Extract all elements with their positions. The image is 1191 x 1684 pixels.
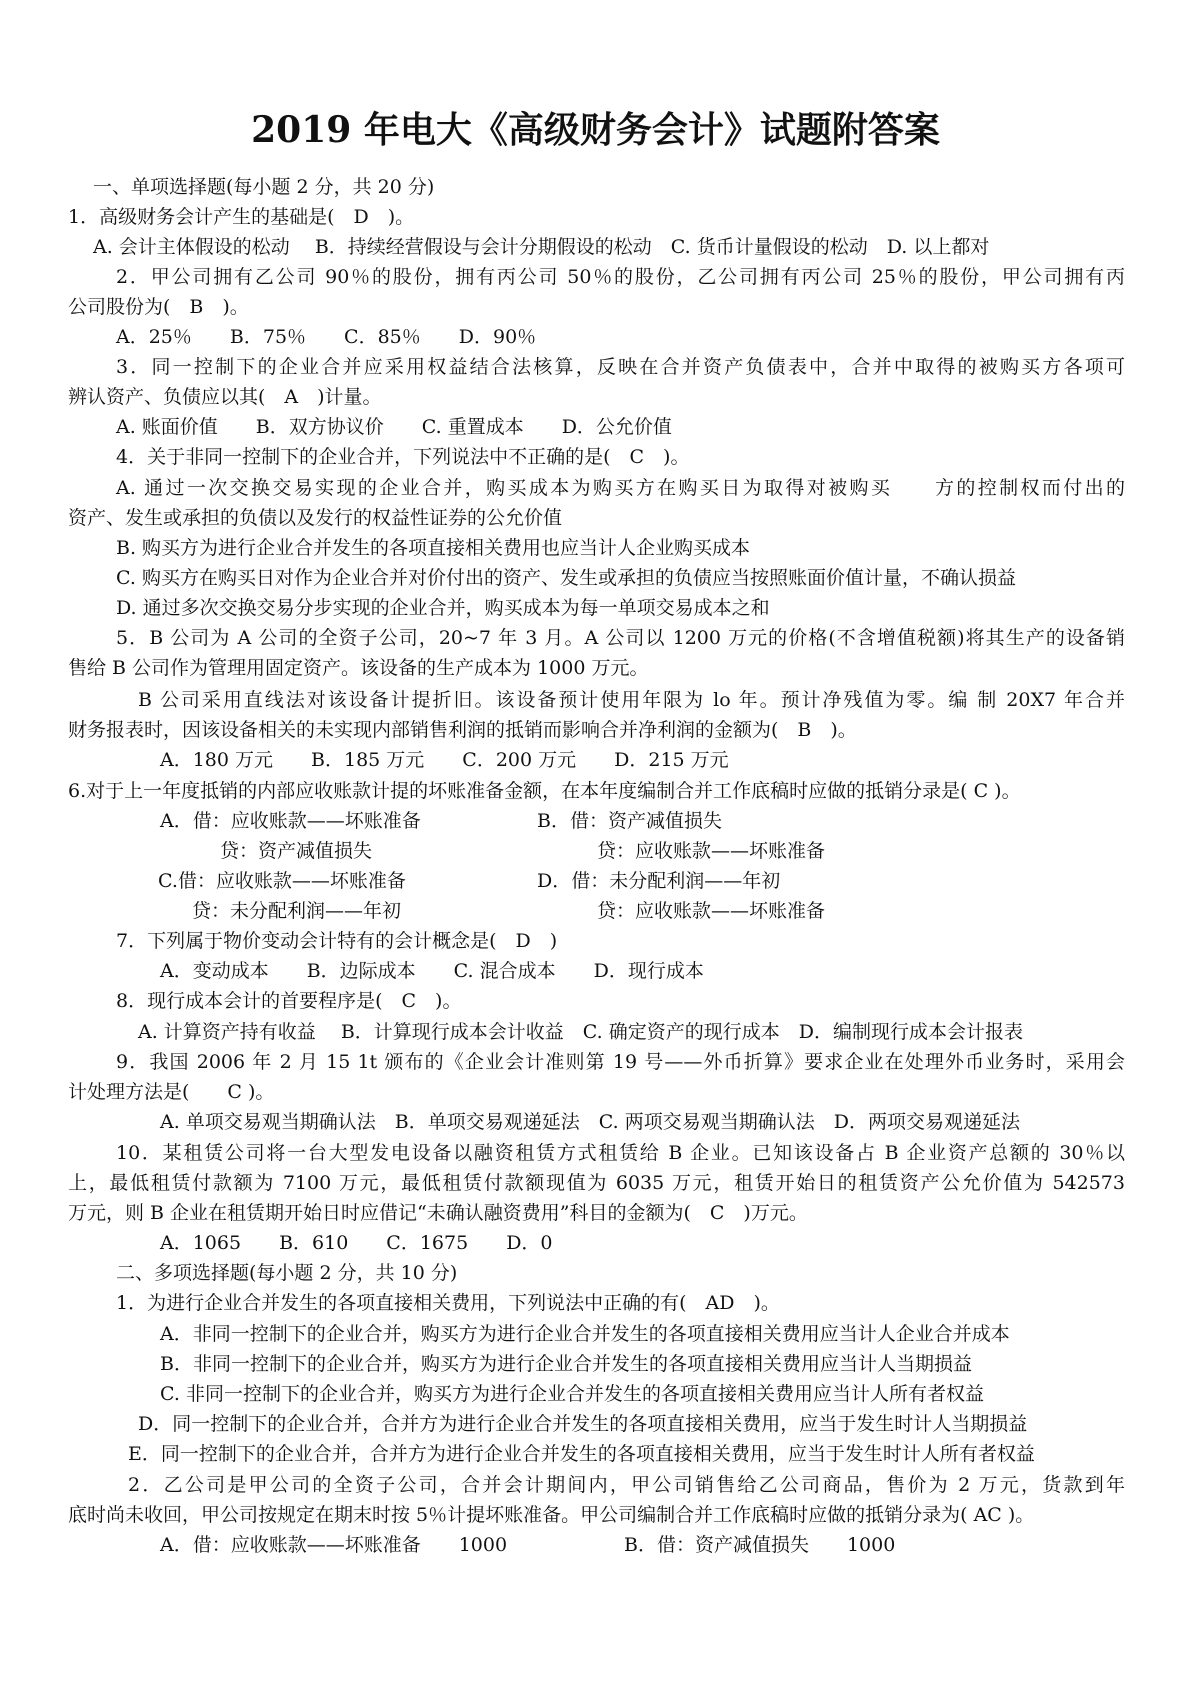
question-5-cont-3: 财务报表时，因该设备相关的未实现内部销售利润的抵销而影响合并净利润的金额为( B )。 [68,719,857,741]
question-1: 1．高级财务会计产生的基础是( D )。 [68,206,415,228]
question-9-cont: 计处理方法是( C )。 [68,1081,275,1103]
question-6-option-b-credit: 贷：应收账款——坏账准备 [597,840,826,862]
mc-question-1: 1．为进行企业合并发生的各项直接相关费用，下列说法中正确的有( AD )。 [116,1292,780,1314]
mc-question-2-option-b: B．借：资产减值损失 1000 [624,1534,896,1556]
question-4-option-b: B. 购买方为进行企业合并发生的各项直接相关费用也应当计人企业购买成本 [116,537,751,559]
question-5-cont: 售给 B 公司作为管理用固定资产。该设备的生产成本为 1000 万元。 [68,657,649,679]
question-2-cont: 公司股份为( B )。 [68,296,249,318]
question-4-option-a: A. 通过一次交换交易实现的企业合并，购买成本为购买方在购买日为取得对被购买 方的控制权而付出的 [116,477,1125,499]
mc-question-1-option-c: C. 非同一控制下的企业合并，购买方为进行企业合并发生的各项直接相关费用应当计人所有者权益 [160,1383,984,1405]
question-2-options: A．25％ B．75％ C．85％ D．90％ [116,326,537,348]
mc-question-2-option-a: A．借：应收账款——坏账准备 1000 [160,1534,508,1556]
question-1-options: A. 会计主体假设的松动 B．持续经营假设与会计分期假设的松动 C. 货币计量假设的松动 D. 以上都对 [93,236,990,258]
question-10: 10．某租赁公司将一台大型发电设备以融资租赁方式租赁给 B 企业。已知该设备占 B 企业资产总额的 30％以 [116,1142,1125,1164]
section-heading-multiple-choice: 二、多项选择题(每小题 2 分，共 10 分) [116,1262,458,1284]
question-5-options: A．180 万元 B．185 万元 C．200 万元 D．215 万元 [160,749,729,771]
mc-question-2: 2．乙公司是甲公司的全资子公司，合并会计期间内，甲公司销售给乙公司商品，售价为 2 万元，货款到年 [128,1474,1125,1496]
mc-question-1-option-e: E．同一控制下的企业合并，合并方为进行企业合并发生的各项直接相关费用，应当于发生时计人所有者权益 [128,1443,1035,1465]
question-8: 8．现行成本会计的首要程序是( C )。 [116,990,462,1012]
question-9-options: A. 单项交易观当期确认法 B．单项交易观递延法 C. 两项交易观当期确认法 D．两项交易观递延法 [160,1111,1020,1133]
question-5: 5．B 公司为 A 公司的全资子公司，20~7 年 3 月。A 公司以 1200 万元的价格(不含增值税额)将其生产的设备销 [116,627,1125,649]
mc-question-1-option-d: D．同一控制下的企业合并，合并方为进行企业合并发生的各项直接相关费用，应当于发生时计人当期损益 [138,1413,1028,1435]
question-10-cont: 上，最低租赁付款额为 7100 万元，最低租赁付款额现值为 6035 万元，租赁开始日的租赁资产公允价值为 542573 [68,1172,1125,1194]
question-3: 3．同一控制下的企业合并应采用权益结合法核算，反映在合并资产负债表中，合并中取得的被购买方各项可 [116,356,1125,378]
question-4-option-d: D. 通过多次交换交易分步实现的企业合并，购买成本为每一单项交易成本之和 [116,597,770,619]
question-7-options: A．变动成本 B．边际成本 C. 混合成本 D．现行成本 [160,960,704,982]
question-8-options: A. 计算资产持有收益 B．计算现行成本会计收益 C. 确定资产的现行成本 D．编制现行成本会计报表 [138,1021,1023,1043]
question-10-cont-2: 万元，则 B 企业在租赁期开始日时应借记“未确认融资费用”科目的金额为( C )万元。 [68,1202,808,1224]
question-3-options: A. 账面价值 B．双方协议价 C. 重置成本 D．公允价值 [116,416,672,438]
question-2: 2．甲公司拥有乙公司 90％的股份，拥有丙公司 50％的股份，乙公司拥有丙公司 25％的股份，甲公司拥有丙 [116,266,1125,288]
question-7: 7．下列属于物价变动会计特有的会计概念是( D ) [116,930,558,952]
question-9: 9．我国 2006 年 2 月 15 1t 颁布的《企业会计准则第 19 号——外币折算》要求企业在处理外币业务时，采用会 [116,1051,1125,1073]
question-6-option-c-debit: C.借：应收账款——坏账准备 [158,870,406,892]
mc-question-1-option-b: B．非同一控制下的企业合并，购买方为进行企业合并发生的各项直接相关费用应当计人当期损益 [160,1353,972,1375]
question-6-option-a-debit: A．借：应收账款——坏账准备 [160,810,421,832]
question-6-option-b-debit: B．借：资产减值损失 [537,810,722,832]
question-4-option-c: C. 购买方在购买日对作为企业合并对价付出的资产、发生或承担的负债应当按照账面价值计量，不确认损益 [116,567,1016,589]
section-heading-single-choice: 一、单项选择题(每小题 2 分，共 20 分) [93,176,435,198]
question-6-option-c-credit: 贷：未分配利润——年初 [192,900,402,922]
question-10-options: A．1065 B．610 C．1675 D．0 [160,1232,553,1254]
question-5-cont-2: B 公司采用直线法对该设备计提折旧。该设备预计使用年限为 lo 年。预计净残值为零。编 制 20X7 年合并 [138,689,1125,711]
document-title: 2019 年电大《高级财务会计》试题附答案 [251,109,940,151]
question-4-option-a-cont: 资产、发生或承担的负债以及发行的权益性证券的公允价值 [68,507,563,529]
mc-question-2-cont: 底时尚未收回，甲公司按规定在期末时按 5％计提坏账准备。甲公司编制合并工作底稿时应做的抵销分录为( AC )。 [68,1504,1035,1526]
question-6-option-d-credit: 贷：应收账款——坏账准备 [597,900,826,922]
question-3-cont: 辨认资产、负债应以其( A )计量。 [68,386,382,408]
question-6: 6.对于上一年度抵销的内部应收账款计提的坏账准备金额，在本年度编制合并工作底稿时应做的抵销分录是( C )。 [68,780,1021,802]
mc-question-1-option-a: A．非同一控制下的企业合并，购买方为进行企业合并发生的各项直接相关费用应当计人企业合并成本 [160,1323,1010,1345]
question-6-option-a-credit: 贷：资产减值损失 [220,840,373,862]
question-6-option-d-debit: D．借：未分配利润——年初 [537,870,781,892]
question-4: 4．关于非同一控制下的企业合并，下列说法中不正确的是( C )。 [116,446,690,468]
